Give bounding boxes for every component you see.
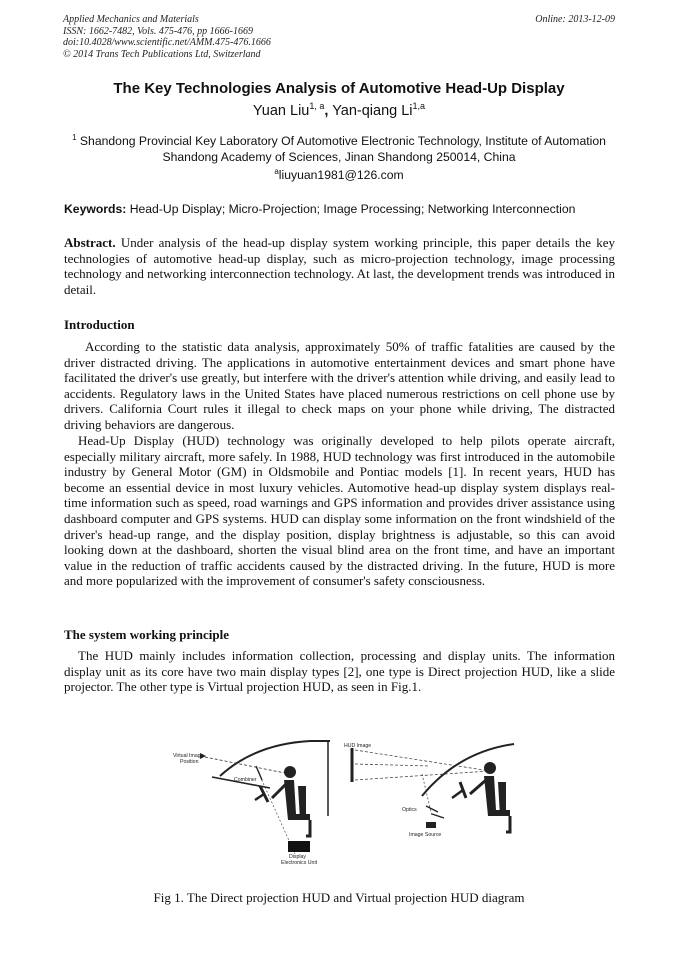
email-address: liuyuan1981@126.com [278,168,404,183]
virtual-ray-mid [355,764,430,766]
abstract-text: Under analysis of the head-up display system working principle, this paper details the key technologies of automotive head-up display, such as micro-projection technology, image processing technology and networking interconnection technology. At last, the development trends was introduced in detail. [64,235,615,297]
author-1-sup: 1, a [309,101,325,111]
author-line [40,101,638,119]
system-paragraph-1: The HUD mainly includes information collection, processing and display units. The information display unit as its core have two main display types [2], one type is Direct projection HUD, like a slide projector. The other type is Virtual projection HUD, as seen in Fig.1. [64,648,615,695]
issn-line: ISSN: 1662-7482, Vols. 475-476, pp 1666-1669 [63,25,253,37]
hud-diagram-figure [160,736,520,866]
section-heading-system-principle: The system working principle [64,627,230,642]
steering-column-left [255,794,264,800]
section-heading-introduction: Introduction [64,317,135,332]
author-1-name: Yuan Liu [252,102,310,119]
keywords-label: Keywords: [64,202,127,216]
optics-mirror [426,806,444,818]
intro-paragraph-2: Head-Up Display (HUD) technology was originally developed to help pilots operate aircraft, especially military aircraft, more safely. In 1988, HUD technology was first introduced in the automobile industry by General Motor (GM) in Oldsmobile and Pontiac models [1]. In recent years, HUD has become an essential device in most luxury vehicles. Automotive head-up display system displays real-time information such as speed, road warnings and GPS information and provides driver assistance using dashboard computer and GPS systems. HUD can display some information on the front windshield of the driver's head-up range, and the display position, display brightness is adjustable, so this can avoid looking down at the dashboard, shorten the visual blind area on the front time, and have an important value in the reduction of traffic accidents caused by the distracted driving. In the future, HUD is more and more popularized with the improvement of consumer's safety consciousness. [64,433,615,589]
display-electronics-unit [288,841,310,852]
author-2-name: Yan-qiang Li [328,102,413,119]
keywords-text: Head-Up Display; Micro-Projection; Image Processing; Networking Interconnection [126,202,576,216]
virtual-projection-diagram [344,743,514,838]
author-email [40,167,638,182]
label-display: Display [289,854,307,860]
driver-figure-right [470,762,510,832]
online-date: Online: 2013-12-09 [535,14,615,25]
abstract-label: Abstract. [64,235,116,250]
label-hud-image: HUD Image [344,743,372,749]
author-2-sup: 1,a [412,101,426,111]
driver-figure-left [272,766,310,836]
label-image-source: Image Source [409,832,442,838]
virtual-ray-top [355,750,490,771]
doi-line: doi:10.4028/www.scientific.net/AMM.475-476.1666 [63,37,271,48]
label-virtual-image: Virtual Image [173,753,204,759]
abstract [64,235,615,297]
steering-column-right [452,790,463,798]
affiliation-line-2: Shandong Academy of Sciences, Jinan Shandong 250014, China [162,150,516,165]
intro-paragraph-1: According to the statistic data analysis, approximately 50% of traffic fatalities are caused by the driver distracted driving. The applications in automotive entertainment devices and smart phone have facilitated the driver's use greatly, but interfere with the driver's attention while driving, and easily lead to accidents. Regulatory laws in the United States have placed numerous restrictions on cell phone use by drivers. California Court rules it illegal to check maps on your phone while driving, The distracted driving behaviors are dangerous. [64,339,615,432]
direct-projection-diagram [173,741,330,866]
label-position: Position [180,759,199,765]
journal-name: Applied Mechanics and Materials [63,14,199,25]
image-source-block [426,822,436,828]
copyright-line: © 2014 Trans Tech Publications Ltd, Switzerland [63,48,261,60]
affiliation [50,130,628,165]
figure-caption: Fig 1. The Direct projection HUD and Virtual projection HUD diagram [153,890,525,905]
paper-title: The Key Technologies Analysis of Automotive Head-Up Display [113,80,565,97]
label-combiner: Combiner [234,777,257,783]
journal-header [63,14,271,60]
windshield-left [220,741,310,776]
affiliation-sup: 1 [72,133,77,142]
email-sup: a [274,167,279,176]
author-separator: , [324,102,329,119]
label-optics: Optics [402,807,417,813]
label-electronics-unit: Electronics Unit [281,860,318,866]
affiliation-line-1: Shandong Provincial Key Laboratory Of Automotive Electronic Technology, Institute of Automation [76,134,606,149]
keywords [64,202,624,216]
